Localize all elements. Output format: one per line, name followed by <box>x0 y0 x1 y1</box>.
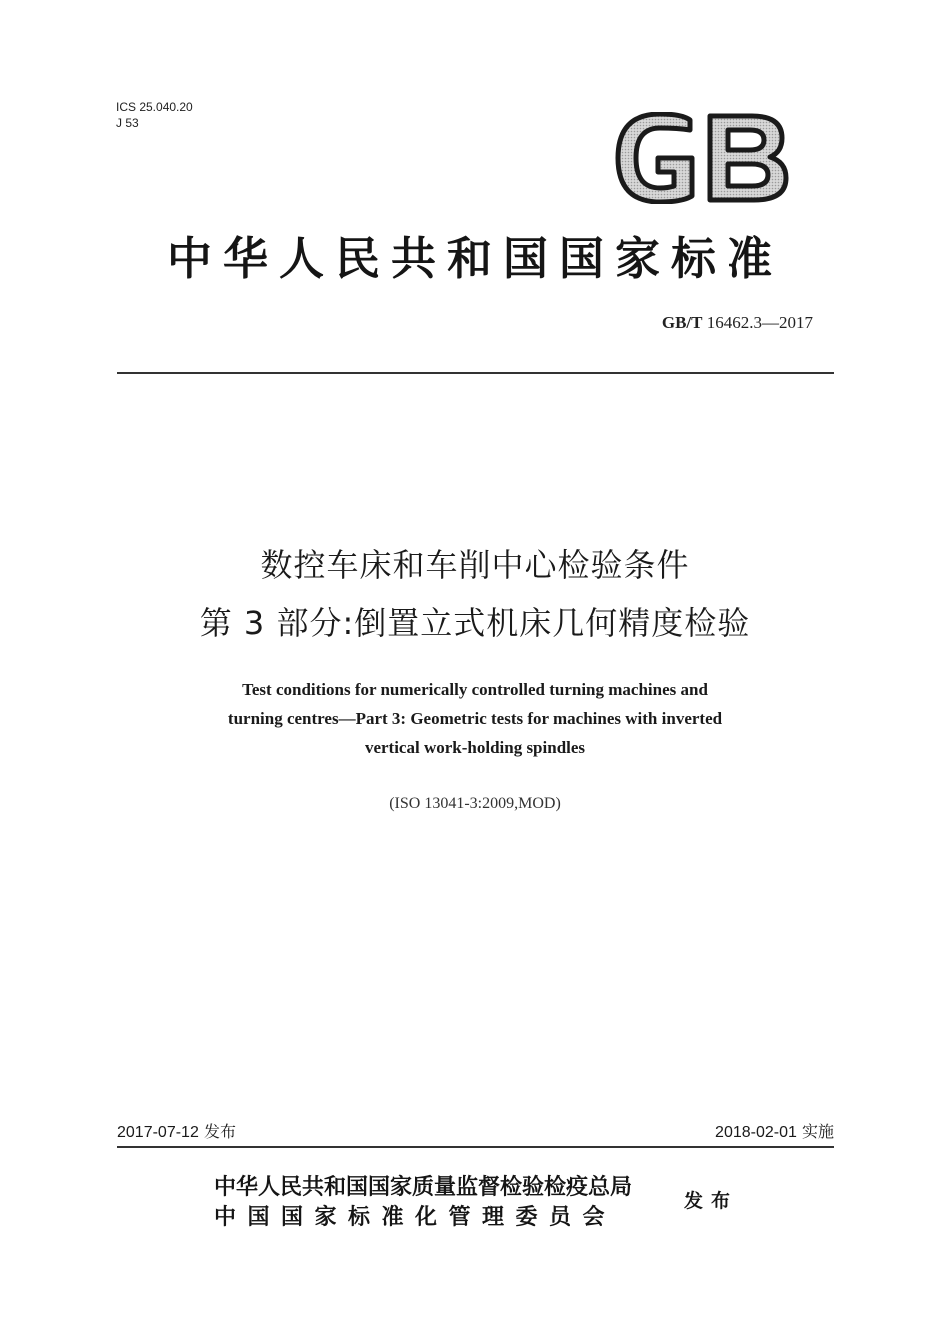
footer-divider <box>117 1146 834 1148</box>
implement-date-block <box>715 1119 834 1142</box>
implement-label: 实施 <box>801 1122 834 1141</box>
chinese-title-line-1: 数控车床和车削中心检验条件 <box>260 546 690 584</box>
iso-reference: (ISO 13041-3:2009,MOD) <box>389 795 561 812</box>
publish-date-block <box>117 1119 236 1142</box>
ics-code: ICS 25.040.20 <box>116 100 193 114</box>
national-standard-title: 中华人民共和国国家标准 <box>166 232 783 285</box>
standard-prefix: GB/T <box>661 313 703 332</box>
english-title <box>0 675 950 762</box>
classification-codes <box>116 99 193 131</box>
issuer-line-1: 中华人民共和国国家质量监督检验检疫总局 <box>214 1174 633 1200</box>
issue-action-label: 发布 <box>684 1190 739 1212</box>
dates-row <box>117 1119 834 1143</box>
standard-number <box>662 313 813 333</box>
issuing-authorities <box>214 1172 632 1232</box>
publish-date: 2017-07-12 <box>117 1124 199 1141</box>
gb-logo-icon <box>612 112 790 204</box>
chinese-title-line-2: 第 3 部分:倒置立式机床几何精度检验 <box>199 604 751 642</box>
english-title-line-1: Test conditions for numerically controlled turning machines and <box>242 680 708 699</box>
standard-code: 16462.3—2017 <box>706 313 813 332</box>
english-title-line-3: vertical work-holding spindles <box>364 738 586 757</box>
english-title-line-2: turning centres—Part 3: Geometric tests for machines with inverted <box>227 709 723 728</box>
publish-label: 发布 <box>203 1122 236 1141</box>
header-divider <box>117 372 834 374</box>
gb-standard-logo <box>612 112 790 204</box>
issuer-line-2: 中国国家标准化管理委员会 <box>214 1204 617 1230</box>
ccs-code: J 53 <box>116 116 139 130</box>
implement-date: 2018-02-01 <box>715 1124 797 1141</box>
